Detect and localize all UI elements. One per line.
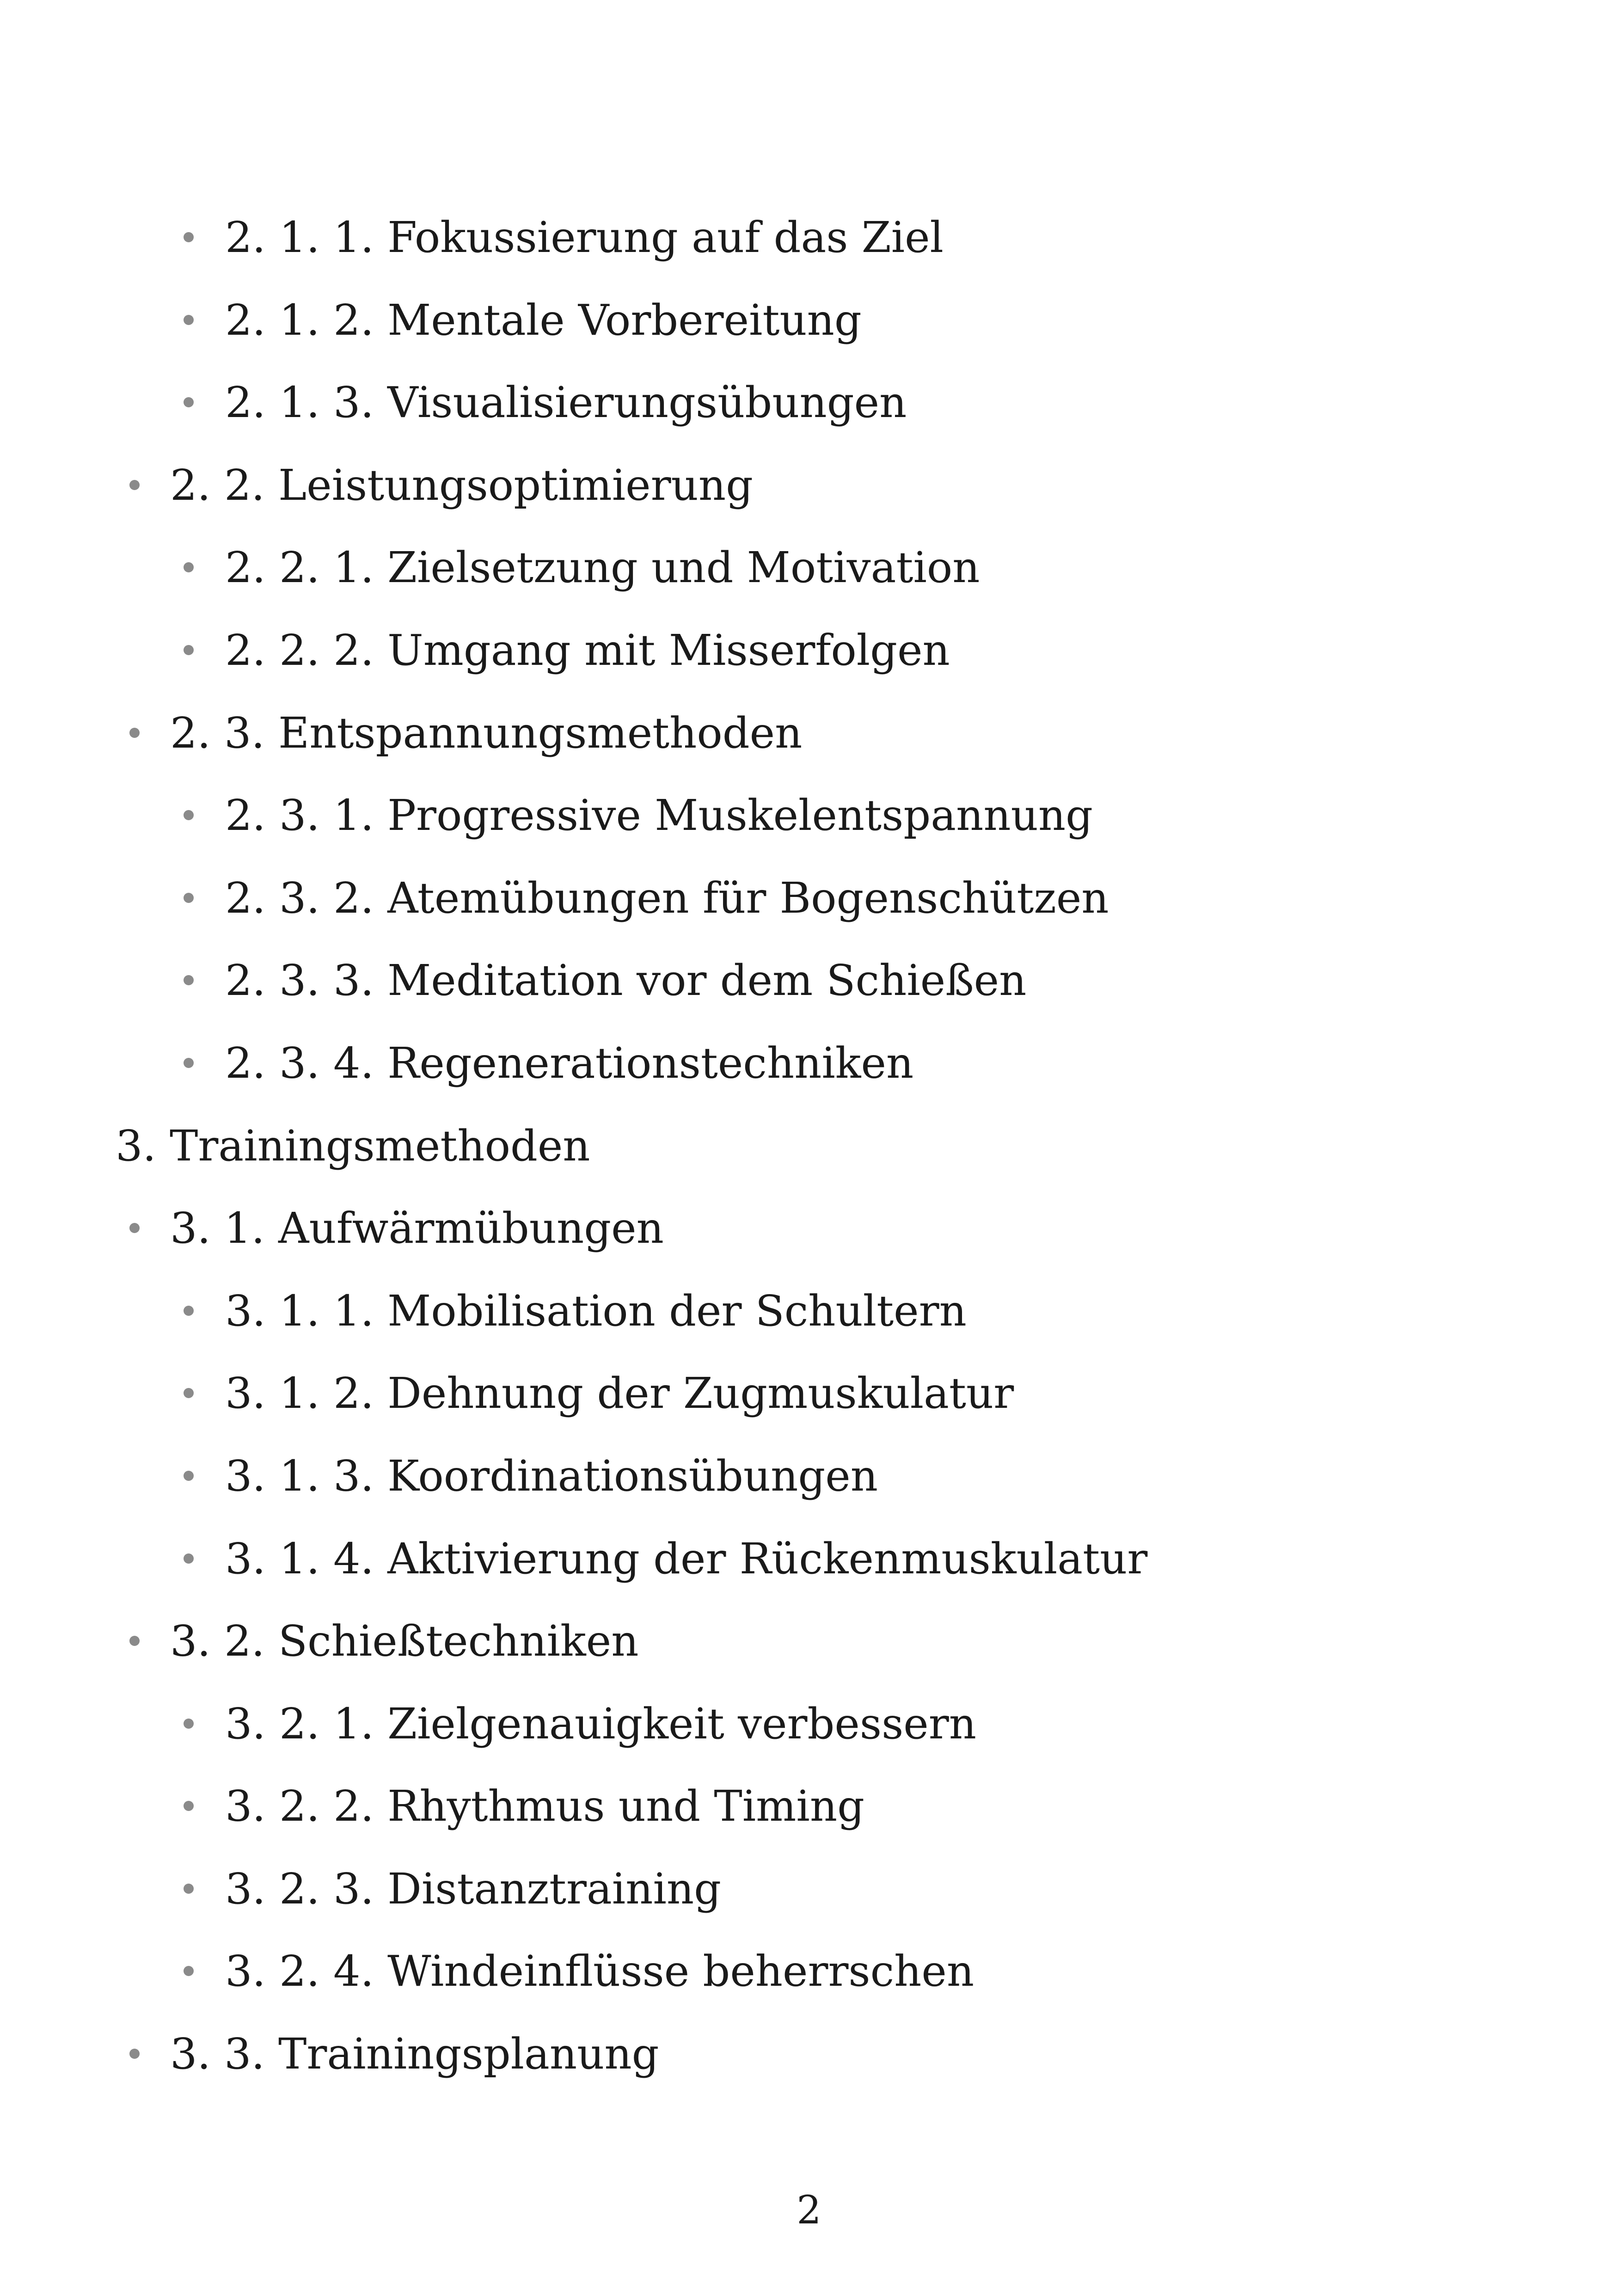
toc-item-label: 3. 1. Aufwärmübungen (170, 1203, 664, 1253)
bullet-icon (124, 1600, 142, 1683)
toc-section (0, 444, 1618, 527)
toc-subsection (0, 1848, 1618, 1931)
bullet-icon (178, 1022, 196, 1105)
toc-item-label: 3. 1. 2. Dehnung der Zugmuskulatur (225, 1369, 1014, 1418)
bullet-icon (178, 196, 196, 279)
toc-item-label: 2. 1. 1. Fokussierung auf das Ziel (225, 213, 944, 262)
bullet-icon (178, 1765, 196, 1848)
toc-item-label: 2. 3. 4. Regenerationstechniken (225, 1038, 914, 1088)
toc-item-label: 2. 3. 2. Atemübungen für Bogenschützen (225, 873, 1109, 923)
toc-item-label: 3. 2. Schießtechniken (170, 1616, 639, 1666)
toc-section (0, 1187, 1618, 1270)
toc-subsection (0, 1352, 1618, 1435)
toc-item-label: 3. 1. 1. Mobilisation der Schultern (225, 1286, 967, 1336)
toc-item-label: 2. 3. 3. Meditation vor dem Schießen (225, 956, 1027, 1006)
toc-item-label: 3. 1. 4. Aktivierung der Rückenmuskulatur (225, 1534, 1148, 1584)
toc-item-label: 2. 2. 1. Zielsetzung und Motivation (225, 543, 980, 593)
toc-item-label: 2. 2. 2. Umgang mit Misserfolgen (225, 625, 950, 675)
toc-subsection (0, 1270, 1618, 1353)
toc-item-label: 3. Trainingsmethoden (116, 1121, 590, 1171)
bullet-icon (178, 857, 196, 940)
toc-subsection (0, 1022, 1618, 1105)
bullet-icon (178, 609, 196, 692)
toc-section (0, 2013, 1618, 2096)
toc-subsection (0, 1930, 1618, 2013)
toc-subsection (0, 196, 1618, 279)
toc-item-label: 3. 3. Trainingsplanung (170, 2029, 659, 2079)
toc-subsection (0, 527, 1618, 609)
bullet-icon (178, 1930, 196, 2013)
bullet-icon (178, 1352, 196, 1435)
bullet-icon (124, 692, 142, 775)
toc-subsection (0, 362, 1618, 444)
toc-subsection (0, 1435, 1618, 1518)
toc-section (0, 692, 1618, 775)
toc-subsection (0, 1765, 1618, 1848)
bullet-icon (178, 279, 196, 362)
toc-subsection (0, 279, 1618, 362)
toc-item-label: 3. 2. 3. Distanztraining (225, 1864, 722, 1914)
bullet-icon (178, 1683, 196, 1766)
table-of-contents (0, 196, 1618, 2096)
toc-subsection (0, 1518, 1618, 1601)
bullet-icon (124, 2013, 142, 2096)
toc-item-label: 2. 3. Entspannungsmethoden (170, 708, 803, 758)
toc-subsection (0, 609, 1618, 692)
toc-subsection (0, 857, 1618, 940)
toc-item-label: 2. 1. 2. Mentale Vorbereitung (225, 295, 862, 345)
toc-item-label: 2. 2. Leistungsoptimierung (170, 460, 753, 510)
page-number: 2 (797, 2187, 821, 2233)
bullet-icon (178, 1518, 196, 1601)
toc-item-label: 3. 1. 3. Koordinationsübungen (225, 1451, 878, 1501)
toc-item-label: 3. 2. 1. Zielgenauigkeit verbessern (225, 1699, 976, 1749)
bullet-icon (178, 1270, 196, 1353)
toc-section (0, 1600, 1618, 1683)
toc-item-label: 3. 2. 2. Rhythmus und Timing (225, 1781, 864, 1831)
bullet-icon (178, 527, 196, 609)
bullet-icon (178, 939, 196, 1022)
toc-subsection (0, 939, 1618, 1022)
toc-item-label: 2. 1. 3. Visualisierungsübungen (225, 378, 907, 428)
bullet-icon (178, 1848, 196, 1931)
bullet-icon (124, 1187, 142, 1270)
bullet-icon (178, 362, 196, 444)
toc-item-label: 3. 2. 4. Windeinflüsse beherrschen (225, 1946, 974, 1996)
toc-chapter (0, 1105, 1618, 1188)
toc-item-label: 2. 3. 1. Progressive Muskelentspannung (225, 791, 1093, 841)
toc-subsection (0, 774, 1618, 857)
bullet-icon (124, 444, 142, 527)
bullet-icon (178, 1435, 196, 1518)
bullet-icon (178, 774, 196, 857)
toc-subsection (0, 1683, 1618, 1766)
